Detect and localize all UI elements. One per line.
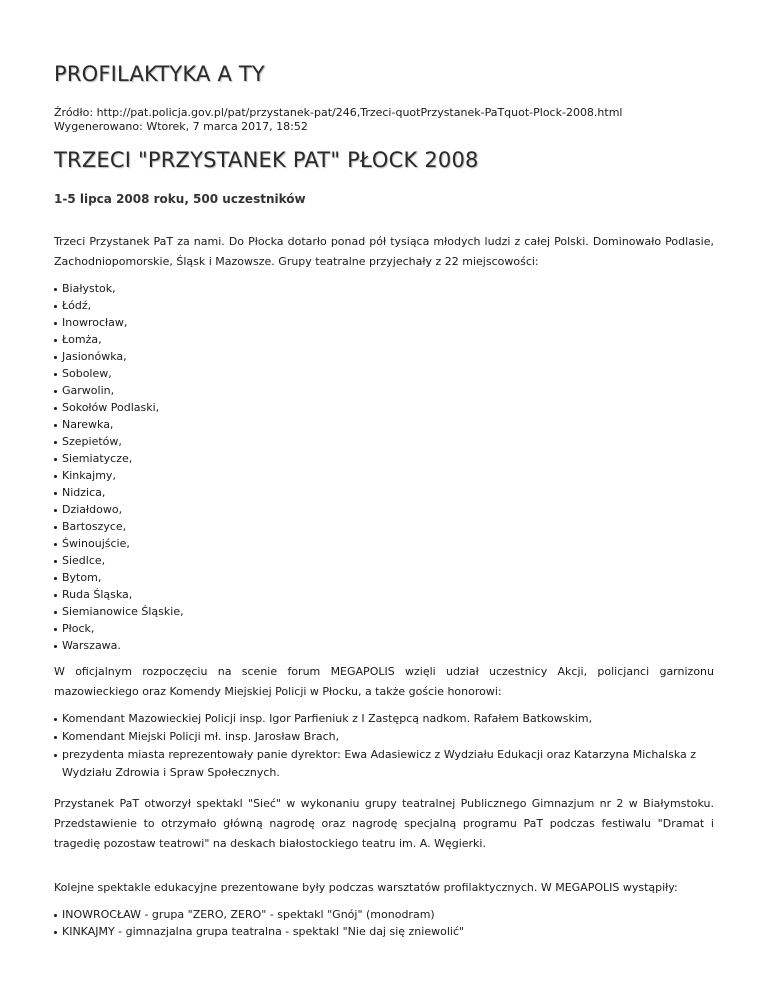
generated-line: Wygenerowano: Wtorek, 7 marca 2017, 18:52 — [54, 120, 308, 133]
shows-list — [54, 906, 714, 940]
list-item: Narewka, — [54, 416, 714, 433]
list-item: Komendant Miejski Policji mł. insp. Jarosław Brach, — [54, 728, 714, 746]
performance-paragraph: Przystanek PaT otworzył spektakl "Sieć" w wykonaniu grupy teatralnej Publicznego Gimnazjum nr 2 w Białymstoku. Przedstawienie to otrzymało główną nagrodę oraz nagrodę specjalną programu PaT podczas festiwalu "Dramat i tragedię pozostaw teatrowi" na deskach białostockiego teatru im. A. Węgierki. — [54, 797, 714, 850]
guests-list — [54, 710, 714, 782]
document-meta — [54, 106, 714, 134]
list-item: Płock, — [54, 620, 714, 637]
site-title: PROFILAKTYKA A TY — [54, 62, 265, 86]
list-item: Komendant Mazowieckiej Policji insp. Igor Parfieniuk z I Zastępcą nadkom. Rafałem Batkowskim, — [54, 710, 714, 728]
list-item: Świnoujście, — [54, 535, 714, 552]
list-item: KINKAJMY - gimnazjalna grupa teatralna - spektakl "Nie daj się zniewolić" — [54, 923, 714, 940]
list-item: Bartoszyce, — [54, 518, 714, 535]
article-title: TRZECI "PRZYSTANEK PAT" PŁOCK 2008 — [54, 148, 479, 172]
list-item: Inowrocław, — [54, 314, 714, 331]
list-item: Sokołów Podlaski, — [54, 399, 714, 416]
list-item: Siemiatycze, — [54, 450, 714, 467]
list-item: Szepietów, — [54, 433, 714, 450]
list-item: Ruda Śląska, — [54, 586, 714, 603]
list-item: Kinkajmy, — [54, 467, 714, 484]
list-item: Białystok, — [54, 280, 714, 297]
list-item: Bytom, — [54, 569, 714, 586]
list-item: Siemianowice Śląskie, — [54, 603, 714, 620]
intro-paragraph: Trzeci Przystanek PaT za nami. Do Płocka dotarło ponad pół tysiąca młodych ludzi z całej Polski. Dominowało Podlasie, Zachodniopomorskie, Śląsk i Mazowsze. Grupy teatralne przyjechały z 22 miejscowości: — [54, 235, 714, 268]
article-lead: 1-5 lipca 2008 roku, 500 uczestników — [54, 192, 306, 206]
list-item: Garwolin, — [54, 382, 714, 399]
list-item: Działdowo, — [54, 501, 714, 518]
cities-list — [54, 280, 714, 654]
list-item: Łomża, — [54, 331, 714, 348]
list-item: Warszawa. — [54, 637, 714, 654]
list-item: Nidzica, — [54, 484, 714, 501]
list-item: Jasionówka, — [54, 348, 714, 365]
list-item: Sobolew, — [54, 365, 714, 382]
opening-paragraph: W oficjalnym rozpoczęciu na scenie forum MEGAPOLIS wzięli udział uczestnicy Akcji, policjanci garnizonu mazowieckiego oraz Komendy Miejskiej Policji w Płocku, a także goście honorowi: — [54, 665, 714, 698]
list-item: INOWROCŁAW - grupa "ZERO, ZERO" - spektakl "Gnój" (monodram) — [54, 906, 714, 923]
list-item: prezydenta miasta reprezentowały panie dyrektor: Ewa Adasiewicz z Wydziału Edukacji oraz Katarzyna Michalska z Wydziału Zdrowia i Spraw Społecznych. — [54, 746, 714, 782]
list-item: Siedlce, — [54, 552, 714, 569]
workshops-paragraph: Kolejne spektakle edukacyjne prezentowane były podczas warsztatów profilaktycznych. W MEGAPOLIS wystąpiły: — [54, 881, 678, 894]
source-line: Źródło: http://pat.policja.gov.pl/pat/przystanek-pat/246,Trzeci-quotPrzystanek-PaTquot-Plock-2008.html — [54, 106, 623, 119]
list-item: Łódź, — [54, 297, 714, 314]
